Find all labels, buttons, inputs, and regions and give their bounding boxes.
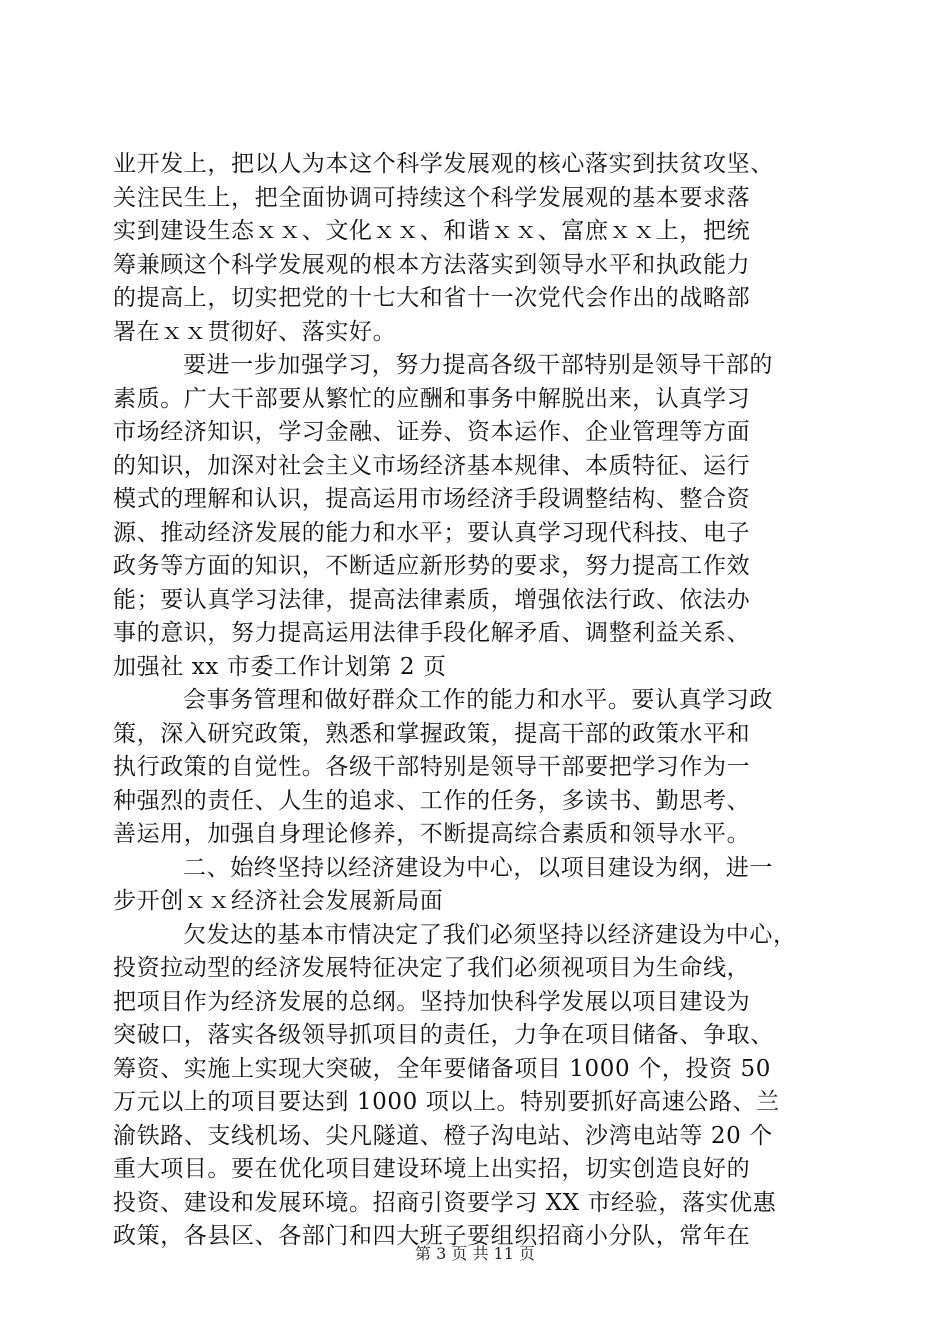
text-line: 策，深入研究政策，熟悉和掌握政策，提高干部的政策水平和 xyxy=(113,720,751,747)
text-line: 突破口，落实各级领导抓项目的责任，力争在项目储备、争取、 xyxy=(113,1022,774,1048)
text-line: 步开创ｘｘ经济社会发展新局面 xyxy=(113,888,444,914)
text-line: 实到建设生态ｘｘ、文化ｘｘ、和谐ｘｘ、富庶ｘｘ上，把统 xyxy=(113,218,751,244)
text-line: 投资拉动型的经济发展特征决定了我们必须视项目为生命线， xyxy=(113,955,751,981)
text-line: 要进一步加强学习，努力提高各级干部特别是领导干部的 xyxy=(183,352,773,378)
text-line: 源、推动经济发展的能力和水平；要认真学习现代科技、电子 xyxy=(113,519,751,546)
text-line: 二、始终坚持以经济建设为中心，以项目建设为纲，进一 xyxy=(183,854,773,881)
text-line: 的知识，加深对社会主义市场经济基本规律、本质特征、运行 xyxy=(113,452,751,479)
page-footer: 第 3 页 共 11 页 xyxy=(415,1244,535,1263)
document-body xyxy=(113,148,833,1254)
text-line: 筹兼顾这个科学发展观的根本方法落实到领导水平和执政能力 xyxy=(113,251,751,278)
text-line: 万元以上的项目要达到 1000 项以上。特别要抓好高速公路、兰 xyxy=(113,1089,780,1115)
text-line: 素质。广大干部要从繁忙的应酬和事务中解脱出来，认真学习 xyxy=(113,385,751,412)
text-line: 能；要认真学习法律，提高法律素质，增强依法行政、依法办 xyxy=(113,586,751,613)
text-line: 政策，各县区、各部门和四大班子要组织招商小分队，常年在 xyxy=(113,1223,751,1249)
text-line: 关注民生上，把全面协调可持续这个科学发展观的基本要求落 xyxy=(113,184,751,211)
text-line: 事的意识，努力提高运用法律手段化解矛盾、调整利益关系、 xyxy=(113,620,751,646)
text-line: 市场经济知识，学习金融、证券、资本运作、企业管理等方面 xyxy=(113,419,751,445)
text-line: 业开发上，把以人为本这个科学发展观的核心落实到扶贫攻坚、 xyxy=(113,151,774,177)
text-line: 政务等方面的知识，不断适应新形势的要求，努力提高工作效 xyxy=(113,553,751,579)
text-line: 善运用，加强自身理论修养，不断提高综合素质和领导水平。 xyxy=(113,821,751,847)
text-line: 模式的理解和认识，提高运用市场经济手段调整结构、整合资 xyxy=(113,486,751,512)
text-line: 渝铁路、支线机场、尖凡隧道、橙子沟电站、沙湾电站等 20 个 xyxy=(113,1122,773,1149)
text-line: 加强社 xx 市委工作计划第 2 页 xyxy=(113,653,447,680)
text-line: 的提高上，切实把党的十七大和省十一次党代会作出的战略部 xyxy=(113,285,751,311)
text-line: 会事务管理和做好群众工作的能力和水平。要认真学习政 xyxy=(183,687,773,713)
text-line: 执行政策的自觉性。各级干部特别是领导干部要把学习作为一 xyxy=(113,754,751,780)
text-line: 欠发达的基本市情决定了我们必须坚持以经济建设为中心， xyxy=(183,921,797,948)
text-line: 投资、建设和发展环境。招商引资要学习 XX 市经验，落实优惠 xyxy=(113,1189,777,1216)
text-line: 重大项目。要在优化项目建设环境上出实招，切实创造良好的 xyxy=(113,1156,751,1182)
text-line: 种强烈的责任、人生的追求、工作的任务，多读书、勤思考、 xyxy=(113,787,751,814)
text-line: 把项目作为经济发展的总纲。坚持加快科学发展以项目建设为 xyxy=(113,988,751,1015)
text-line: 筹资、实施上实现大突破，全年要储备项目 1000 个，投资 50 xyxy=(113,1055,771,1082)
text-line: 署在ｘｘ贯彻好、落实好。 xyxy=(113,318,397,345)
